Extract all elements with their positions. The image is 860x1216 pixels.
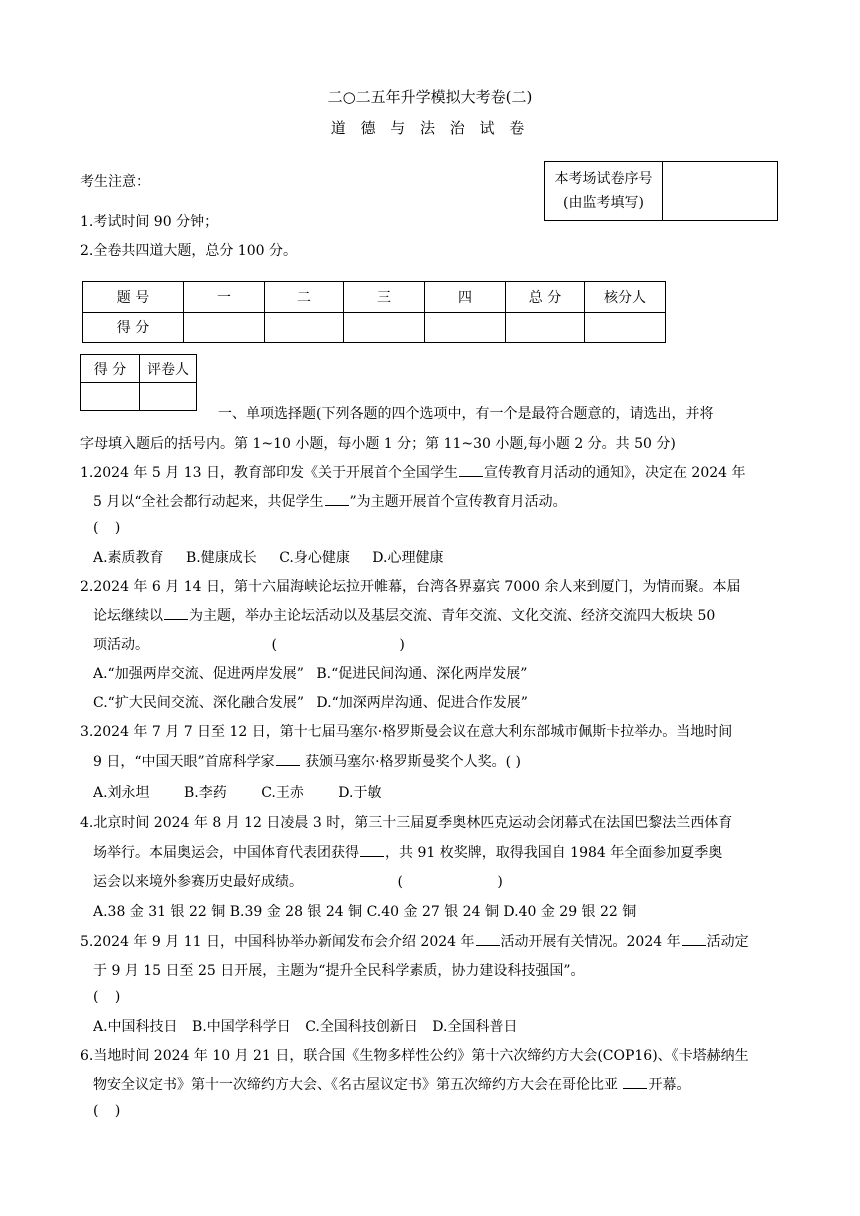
- grader-box: [80, 354, 197, 411]
- score-table-header: 三: [344, 282, 425, 313]
- grader-name-cell[interactable]: [140, 383, 197, 411]
- score-cell[interactable]: [184, 312, 265, 343]
- grader-label: 评卷人: [140, 355, 197, 383]
- q4-stem-line3: 运会以来境外参赛历史最好成绩。 ( ): [93, 874, 503, 890]
- q6-answer-paren[interactable]: ( ): [93, 1103, 121, 1119]
- notice-label: 考生注意：: [80, 174, 150, 190]
- q5-stem-line1: 5.2024 年 9 月 11 日，中国科协举办新闻发布会介绍 2024 年 活动开展有关情况。2024 年 活动定: [80, 934, 749, 950]
- q5-answer-paren[interactable]: ( ): [93, 989, 121, 1005]
- q1-answer-paren[interactable]: ( ): [93, 520, 121, 536]
- q4-options: A.38 金 31 银 22 铜 B.39 金 28 银 24 铜 C.40 金 27 银 24 铜 D.40 金 29 银 22 铜: [93, 904, 637, 920]
- score-table-header: 一: [184, 282, 265, 313]
- answer-blank: [276, 752, 300, 766]
- q4-stem-line2: 场举行。本届奥运会，中国体育代表团获得 ，共 91 枚奖牌，取得我国自 1984 年全面参加夏季奥: [93, 845, 723, 861]
- q1-options: A.素质教育 B.健康成长 C.身心健康 D.心理健康: [93, 550, 444, 566]
- grader-score-cell[interactable]: [81, 383, 140, 411]
- answer-blank: [360, 843, 384, 857]
- answer-blank: [164, 606, 188, 620]
- notice-item-1: 1.考试时间 90 分钟；: [80, 214, 219, 230]
- q2-stem-line1: 2.2024 年 6 月 14 日，第十六届海峡论坛拉开帷幕，台湾各界嘉宾 7000 余人来到厦门，为情而聚。本届: [80, 579, 741, 595]
- answer-blank: [623, 1075, 647, 1089]
- answer-blank: [682, 932, 706, 946]
- exam-subject: 道 德 与 法 治 试 卷: [330, 119, 530, 137]
- answer-blank: [459, 463, 483, 477]
- q4-stem-line1: 4.北京时间 2024 年 8 月 12 日凌晨 3 时，第三十三届夏季奥林匹克运动会闭幕式在法国巴黎法兰西体育: [80, 815, 733, 831]
- q2-stem-line2: 论坛继续以 为主题，举办主论坛活动以及基层交流、青年交流、文化交流、经济交流四大板块 50: [93, 608, 716, 624]
- q6-stem-line2: 物安全议定书》第十一次缔约方大会、《名古屋议定书》第五次缔约方大会在哥伦比亚 开幕。: [93, 1077, 691, 1093]
- score-table-header: 四: [425, 282, 506, 313]
- q1-stem-line2: 5 月以“全社会都行动起来，共促学生 ”为主题开展首个宣传教育月活动。: [93, 494, 567, 510]
- score-cell[interactable]: [506, 312, 585, 343]
- q2-options-cd: C.“扩大民间交流、深化融合发展” D.“加深两岸沟通、促进合作发展”: [93, 695, 528, 711]
- q3-stem-line1: 3.2024 年 7 月 7 日至 12 日，第十七届马塞尔·格罗斯曼会议在意大利东部城市佩斯卡拉举办。当地时间: [80, 724, 733, 740]
- answer-blank: [325, 492, 349, 506]
- q1-stem-line1: 1.2024 年 5 月 13 日，教育部印发《关于开展首个全国学生 宣传教育月活动的通知》，决定在 2024 年: [80, 465, 746, 481]
- q3-options: A.刘永坦 B.李药 C.王赤 D.于敏: [93, 785, 382, 801]
- q6-stem-line1: 6.当地时间 2024 年 10 月 21 日，联合国《生物多样性公约》第十六次缔约方大会(COP16)、《卡塔赫纳生: [80, 1048, 749, 1064]
- score-table: [82, 281, 666, 343]
- answer-blank: [476, 932, 500, 946]
- q2-options-ab: A.“加强两岸交流、促进两岸发展” B.“促进民间沟通、深化两岸发展”: [93, 666, 528, 682]
- score-table-header: 总 分: [506, 282, 585, 313]
- score-row-label: 得 分: [83, 312, 184, 343]
- exam-title: 二○二五年升学模拟大考卷(二): [327, 88, 533, 106]
- q5-stem-line2: 于 9 月 15 日至 25 日开展，主题为“提升全民科学素质，协力建设科技强国”。: [93, 963, 585, 979]
- section1-instructions-1: 一、单项选择题(下列各题的四个选项中，有一个是最符合题意的，请选出，并将: [218, 406, 714, 422]
- score-table-header: 题 号: [83, 282, 184, 313]
- score-cell[interactable]: [344, 312, 425, 343]
- score-cell[interactable]: [265, 312, 344, 343]
- score-cell[interactable]: [425, 312, 506, 343]
- score-cell[interactable]: [585, 312, 666, 343]
- q3-stem-line2: 9 日，“中国天眼”首席科学家 获颁马塞尔·格罗斯曼奖个人奖。( ): [93, 754, 521, 770]
- serial-number-field[interactable]: [663, 162, 778, 221]
- section1-instructions-2: 字母填入题后的括号内。第 1~10 小题，每小题 1 分；第 11~30 小题,每小题 2 分。共 50 分): [80, 436, 676, 452]
- serial-number-label: 本考场试卷序号 (由监考填写): [545, 162, 663, 221]
- score-table-header: 二: [265, 282, 344, 313]
- grader-score-label: 得 分: [81, 355, 140, 383]
- q2-stem-line3: 项活动。 ( ): [93, 637, 405, 653]
- q5-options: A.中国科技日 B.中国学科学日 C.全国科技创新日 D.全国科普日: [93, 1019, 518, 1035]
- serial-number-box: [544, 161, 778, 221]
- score-table-header: 核分人: [585, 282, 666, 313]
- notice-item-2: 2.全卷共四道大题，总分 100 分。: [80, 243, 297, 259]
